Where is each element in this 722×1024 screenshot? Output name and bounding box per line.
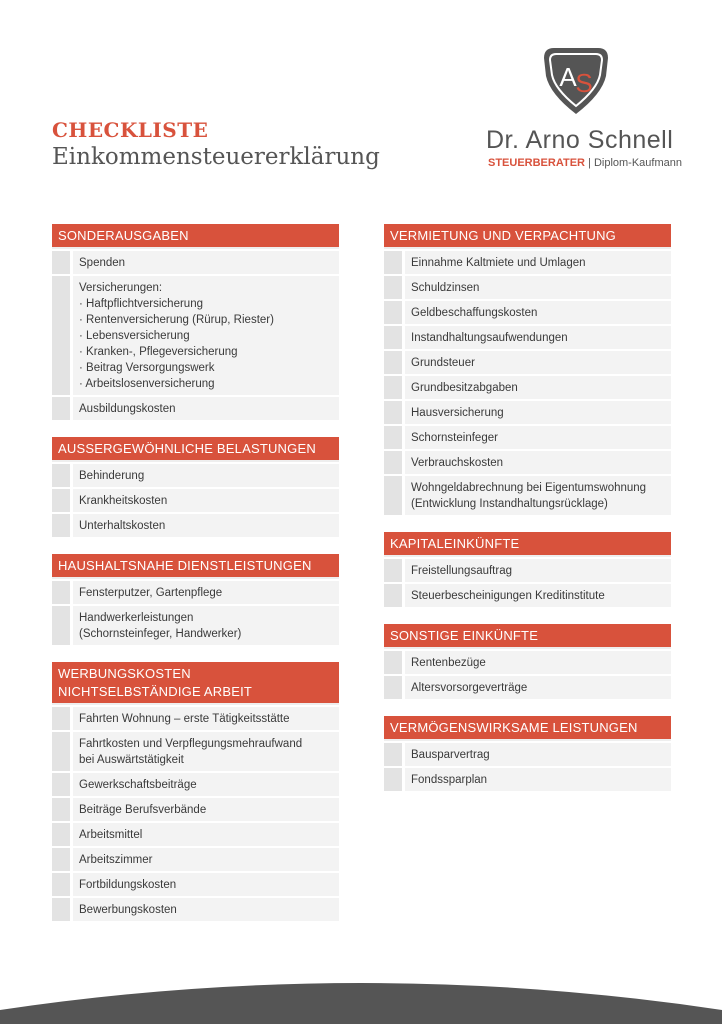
checklist-row (52, 606, 339, 645)
checklist-item (405, 301, 671, 324)
brand-subtitle (488, 157, 682, 169)
checkbox[interactable] (52, 848, 70, 871)
checklist-row (384, 768, 671, 791)
section-werbungskosten (52, 662, 339, 921)
checklist-item (73, 397, 339, 420)
checkbox[interactable] (384, 584, 402, 607)
checklist-item (73, 873, 339, 896)
checklist-item-label: Arbeitszimmer (79, 854, 153, 866)
checkbox[interactable] (52, 276, 70, 395)
brand-name: Dr. Arno Schnell (486, 126, 674, 154)
checkbox[interactable] (52, 251, 70, 274)
brand-subtitle-rest: | Diplom-Kaufmann (584, 157, 682, 169)
checklist-row (384, 276, 671, 299)
page-title: CHECKLISTE (52, 118, 209, 142)
checklist-row (384, 251, 671, 274)
checklist-item (73, 606, 339, 645)
checkbox[interactable] (52, 798, 70, 821)
checklist-item-label: Beiträge Berufsverbände (79, 804, 207, 816)
checklist-item-label: Gewerkschaftsbeiträge (79, 779, 197, 791)
section-header (384, 532, 671, 557)
checkbox[interactable] (52, 898, 70, 921)
checklist-row (52, 251, 339, 274)
checklist-item-subline: · Lebensversicherung (79, 330, 190, 342)
brand-subtitle-accent: STEUERBERATER (488, 157, 585, 169)
checkbox[interactable] (52, 606, 70, 645)
checklist-item-label: Geldbeschaffungskosten (411, 307, 538, 319)
section-sonderausgaben (52, 224, 339, 420)
checklist-item-label: Fahrtkosten und Verpflegungsmehraufwand (79, 738, 303, 750)
checklist-row (384, 559, 671, 582)
section-header (52, 662, 339, 705)
checklist-item (405, 584, 671, 607)
section-title: WERBUNGSKOSTEN (58, 666, 191, 681)
checklist-item-label: Bausparvertrag (411, 749, 490, 761)
checklist-row (384, 476, 671, 515)
section-header (52, 554, 339, 579)
section-header (52, 437, 339, 462)
checklist-item-label: Schornsteinfeger (411, 432, 498, 444)
section-vermögenswirksame-leistungen (384, 716, 671, 791)
checkbox[interactable] (384, 426, 402, 449)
checklist-row (384, 401, 671, 424)
checkbox[interactable] (384, 451, 402, 474)
checklist-item (405, 251, 671, 274)
checkbox[interactable] (384, 768, 402, 791)
section-title-line2: NICHTSELBSTÄNDIGE ARBEIT (58, 684, 253, 699)
checklist-row (384, 743, 671, 766)
checklist-row (52, 707, 339, 730)
checklist-item-subline: · Kranken-, Pflegeversicherung (79, 346, 238, 358)
checklist-row (52, 732, 339, 771)
checklist-item (73, 514, 339, 537)
checklist-item (405, 451, 671, 474)
checklist-item (405, 676, 671, 699)
checklist-item (405, 426, 671, 449)
checklist-row (384, 676, 671, 699)
checkbox[interactable] (384, 559, 402, 582)
checklist-row (52, 773, 339, 796)
checklist-item-label: Instandhaltungsaufwendungen (411, 332, 568, 344)
checklist-item (73, 707, 339, 730)
checkbox[interactable] (384, 376, 402, 399)
checklist-row (52, 276, 339, 395)
checklist-item-label: Fahrten Wohnung – erste Tätigkeitsstätte (79, 713, 290, 725)
section-title: VERMÖGENSWIRKSAME LEISTUNGEN (390, 720, 638, 735)
checkbox[interactable] (384, 743, 402, 766)
checklist-item (73, 251, 339, 274)
checkbox[interactable] (384, 651, 402, 674)
checklist-row (52, 873, 339, 896)
section-title: SONSTIGE EINKÜNFTE (390, 628, 539, 643)
checkbox[interactable] (384, 476, 402, 515)
section-title: HAUSHALTSNAHE DIENSTLEISTUNGEN (58, 558, 312, 573)
checklist-item-subline: · Beitrag Versorgungswerk (79, 362, 215, 374)
checklist-item-label: Handwerkerleistungen (79, 612, 194, 624)
checklist-item (73, 823, 339, 846)
checkbox[interactable] (384, 251, 402, 274)
checkbox[interactable] (52, 732, 70, 771)
section-haushaltsnahe-dienstleistungen (52, 554, 339, 645)
checkbox[interactable] (384, 351, 402, 374)
checklist-item-label: Bewerbungskosten (79, 904, 177, 916)
checklist-item (73, 489, 339, 512)
checklist-row (52, 848, 339, 871)
checklist-item (73, 773, 339, 796)
checklist-item (73, 276, 339, 395)
checkbox[interactable] (52, 464, 70, 487)
right-column (384, 224, 671, 808)
checklist-item-label: Grundsteuer (411, 357, 475, 369)
checkbox[interactable] (52, 823, 70, 846)
checklist-item-label: Steuerbescheinigungen Kreditinstitute (411, 590, 605, 602)
checklist-item-label: Fensterputzer, Gartenpflege (79, 587, 223, 599)
footer-wave (0, 976, 722, 1024)
checklist-row (384, 301, 671, 324)
checkbox[interactable] (52, 514, 70, 537)
checklist-item (405, 276, 671, 299)
checklist-row (384, 651, 671, 674)
checklist-item-label: Einnahme Kaltmiete und Umlagen (411, 257, 586, 269)
checklist-item-label: Wohngeldabrechnung bei Eigentumswohnung (411, 482, 647, 494)
checklist-item-subline: bei Auswärtstätigkeit (79, 754, 184, 766)
checkbox[interactable] (384, 276, 402, 299)
checklist-row (52, 898, 339, 921)
checklist-item-label: Unterhaltskosten (79, 520, 166, 532)
checklist-row (384, 326, 671, 349)
svg-text:S: S (575, 68, 593, 98)
section-sonstige-einkünfte (384, 624, 671, 699)
checklist-item-label: Ausbildungskosten (79, 403, 176, 415)
svg-text:A: A (559, 62, 577, 92)
checklist-row (52, 489, 339, 512)
checklist-item (405, 768, 671, 791)
checklist-item-label: Hausversicherung (411, 407, 504, 419)
checklist-row (52, 397, 339, 420)
checkbox[interactable] (384, 301, 402, 324)
checklist-item (73, 464, 339, 487)
checklist-item-label: Verbrauchskosten (411, 457, 504, 469)
left-column (52, 224, 339, 938)
checklist-item-label: Freistellungsauftrag (411, 565, 512, 577)
checkbox[interactable] (384, 326, 402, 349)
checklist-item-label: Fondssparplan (411, 774, 488, 786)
section-title: AUSSERGEWÖHNLICHE BELASTUNGEN (58, 441, 316, 456)
checklist-item (405, 476, 671, 515)
section-title: SONDERAUSGABEN (58, 228, 189, 243)
checkbox[interactable] (384, 676, 402, 699)
checklist-item-label: Schuldzinsen (411, 282, 480, 294)
checklist-item (73, 732, 339, 771)
checklist-item-label: Rentenbezüge (411, 657, 486, 669)
checkbox[interactable] (52, 773, 70, 796)
checklist-row (52, 823, 339, 846)
section-header (384, 716, 671, 741)
checklist-item-subline: · Rentenversicherung (Rürup, Riester) (79, 314, 274, 326)
checklist-row (384, 451, 671, 474)
checklist-item-subline: (Schornsteinfeger, Handwerker) (79, 628, 242, 640)
checklist-item (73, 581, 339, 604)
checklist-item-label: Altersvorsorgeverträge (411, 682, 528, 694)
checklist-item (73, 798, 339, 821)
checklist-item (405, 743, 671, 766)
checklist-item (405, 559, 671, 582)
section-header (52, 224, 339, 249)
shield-logo-icon (540, 44, 612, 116)
checklist-row (384, 376, 671, 399)
section-vermietung-und-verpachtung (384, 224, 671, 515)
checklist-item (405, 326, 671, 349)
checklist-item-subline: (Entwicklung Instandhaltungsrücklage) (411, 498, 608, 510)
checklist-row (384, 351, 671, 374)
checklist-row (384, 426, 671, 449)
checklist-item-subline: · Haftpflichtversicherung (79, 298, 203, 310)
section-aussergewöhnliche-belastungen (52, 437, 339, 537)
checklist-item (405, 376, 671, 399)
checklist-row (52, 798, 339, 821)
checklist-item-label: Grundbesitzabgaben (411, 382, 518, 394)
checklist-row (52, 514, 339, 537)
checklist-item (73, 898, 339, 921)
checklist-item-label: Versicherungen: (79, 282, 163, 294)
checklist-item (73, 848, 339, 871)
section-title: KAPITALEINKÜNFTE (390, 536, 520, 551)
page-subtitle: Einkommensteuererklärung (52, 144, 380, 170)
checkbox[interactable] (52, 707, 70, 730)
checklist-row (52, 464, 339, 487)
checklist-item (405, 351, 671, 374)
checklist-row (384, 584, 671, 607)
checkbox[interactable] (384, 401, 402, 424)
checklist-item-label: Spenden (79, 257, 126, 269)
checklist-item-subline: · Arbeitslosenversicherung (79, 378, 215, 390)
section-header (384, 624, 671, 649)
section-header (384, 224, 671, 249)
checklist-item (405, 651, 671, 674)
checklist-item (405, 401, 671, 424)
checkbox[interactable] (52, 397, 70, 420)
checkbox[interactable] (52, 489, 70, 512)
checklist-item-label: Arbeitsmittel (79, 829, 143, 841)
checklist-item-label: Behinderung (79, 470, 145, 482)
checklist-item-label: Fortbildungskosten (79, 879, 177, 891)
checkbox[interactable] (52, 873, 70, 896)
checklist-item-label: Krankheitskosten (79, 495, 168, 507)
checkbox[interactable] (52, 581, 70, 604)
checklist-row (52, 581, 339, 604)
section-kapitaleinkünfte (384, 532, 671, 607)
section-title: VERMIETUNG UND VERPACHTUNG (390, 228, 616, 243)
